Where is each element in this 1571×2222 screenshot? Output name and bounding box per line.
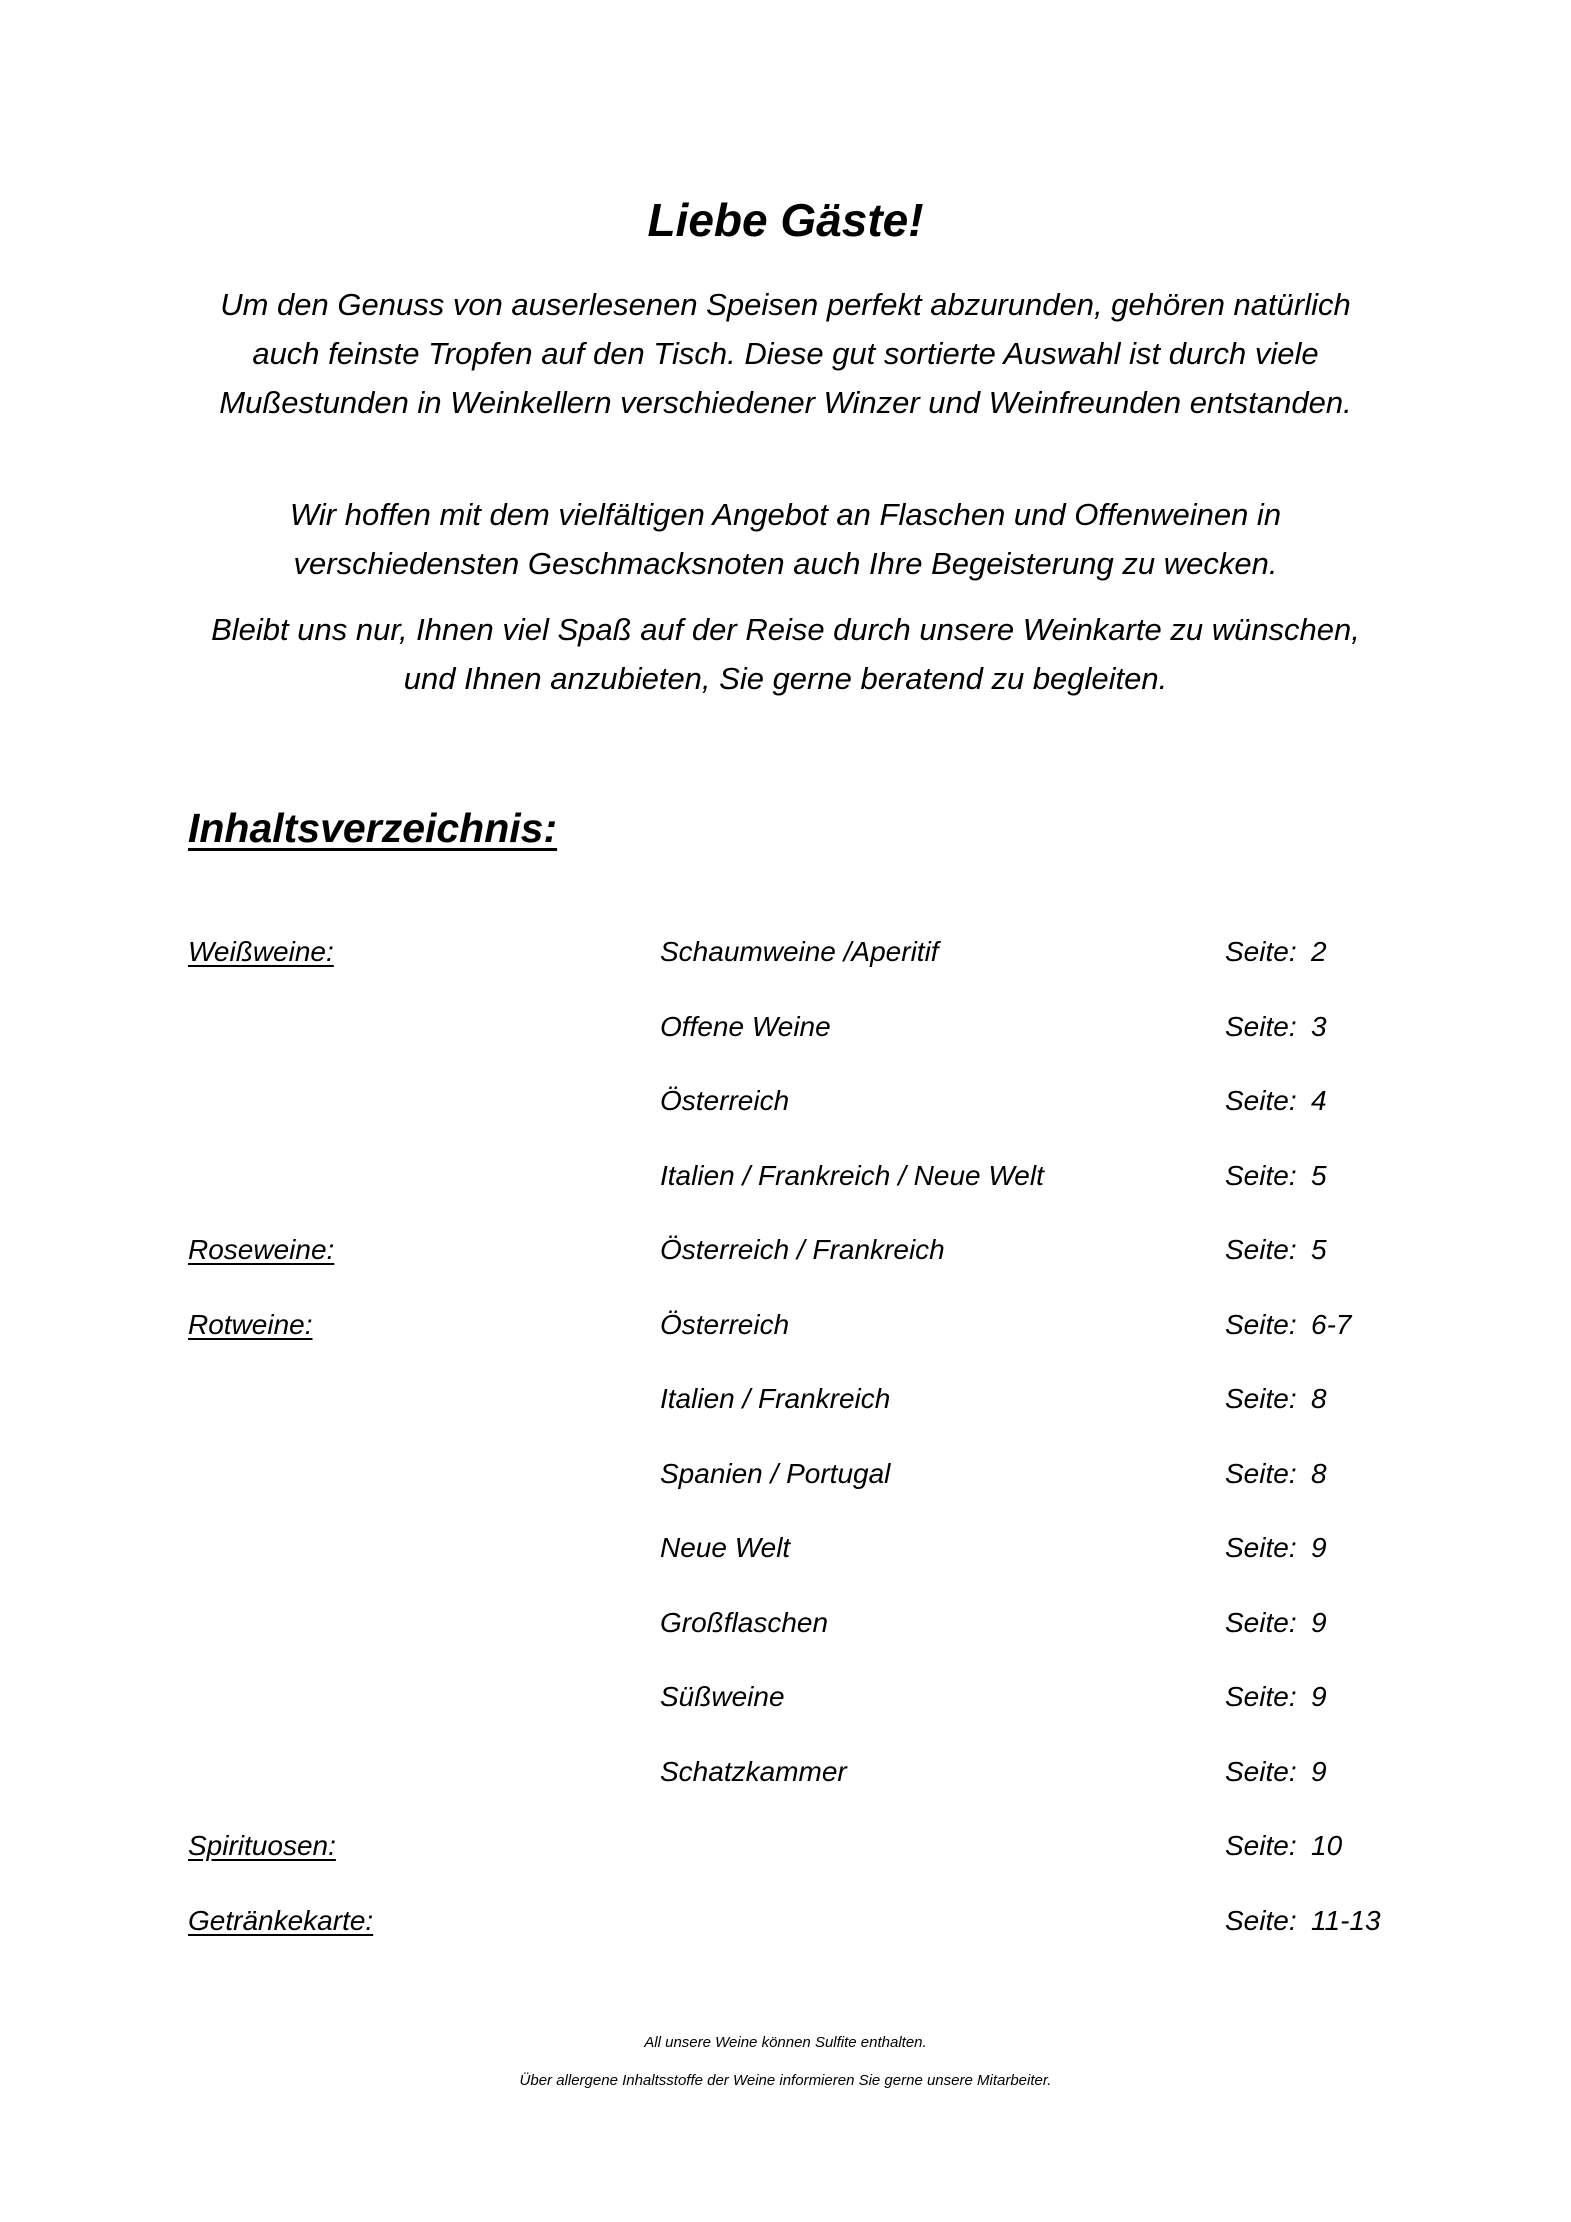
toc-region: Italien / Frankreich xyxy=(660,1383,891,1414)
toc-seite-label: Seite: xyxy=(1225,1308,1297,1340)
toc-category: Weißweine: xyxy=(188,936,334,967)
toc-category: Roseweine: xyxy=(188,1234,335,1265)
toc-heading: Inhaltsverzeichnis: xyxy=(188,805,558,851)
toc-seite-label: Seite: xyxy=(1225,1830,1297,1861)
toc-seite-label: Seite: xyxy=(1225,1606,1297,1638)
toc-category: Spirituosen: xyxy=(188,1830,336,1861)
toc-seite-label: Seite: xyxy=(1225,1234,1297,1265)
toc-region: Österreich xyxy=(660,1308,790,1340)
toc-category: Getränkekarte: xyxy=(188,1904,374,1936)
toc-seite-label: Seite: xyxy=(1225,1010,1297,1042)
toc-region: Spanien / Portugal xyxy=(660,1457,891,1489)
toc-page-number: 4 xyxy=(1311,1085,1327,1116)
toc-page-number: 9 xyxy=(1311,1532,1327,1563)
toc-row xyxy=(188,1752,1388,1827)
toc-seite-label: Seite: xyxy=(1225,1532,1297,1563)
toc-seite-label: Seite: xyxy=(1225,1085,1297,1116)
toc-region: Schatzkammer xyxy=(660,1755,847,1787)
footer-sulfite-note: All unsere Weine können Sulfite enthalten. xyxy=(644,2034,927,2051)
toc-page-number: 2 xyxy=(1311,936,1327,967)
toc-seite-label: Seite: xyxy=(1225,1383,1297,1414)
toc-page-number: 8 xyxy=(1311,1457,1327,1489)
toc-page-number: 6-7 xyxy=(1311,1308,1352,1340)
toc-row xyxy=(188,1528,1388,1603)
toc-row xyxy=(188,1156,1388,1231)
toc-row xyxy=(188,1379,1388,1454)
toc-region: Italien / Frankreich / Neue Welt xyxy=(660,1159,1044,1191)
toc-row xyxy=(188,1603,1388,1678)
toc-row xyxy=(188,1305,1388,1380)
toc-region: Schaumweine /Aperitif xyxy=(660,936,939,967)
toc-seite-label: Seite: xyxy=(1225,1681,1297,1712)
toc-row xyxy=(188,1901,1388,1976)
table-of-contents xyxy=(188,932,1388,1975)
toc-seite-label: Seite: xyxy=(1225,1159,1297,1191)
toc-row xyxy=(188,1230,1388,1305)
toc-seite-label: Seite: xyxy=(1225,1755,1297,1787)
toc-page-number: 5 xyxy=(1311,1159,1327,1191)
toc-page-number: 9 xyxy=(1311,1681,1327,1712)
toc-row xyxy=(188,1081,1388,1156)
toc-category: Rotweine: xyxy=(188,1308,313,1340)
toc-page-number: 10 xyxy=(1311,1830,1343,1861)
toc-seite-label: Seite: xyxy=(1225,1457,1297,1489)
toc-row xyxy=(188,1454,1388,1529)
page-title: Liebe Gäste! xyxy=(647,194,924,246)
toc-region: Neue Welt xyxy=(660,1532,791,1563)
toc-page-number: 5 xyxy=(1311,1234,1327,1265)
toc-row xyxy=(188,1826,1388,1901)
toc-page-number: 9 xyxy=(1311,1755,1327,1787)
toc-row xyxy=(188,1007,1388,1082)
toc-region: Österreich xyxy=(660,1085,790,1116)
toc-region: Österreich / Frankreich xyxy=(660,1234,945,1265)
toc-page-number: 11-13 xyxy=(1311,1904,1381,1936)
toc-page-number: 9 xyxy=(1311,1606,1327,1638)
intro-paragraph-2: Wir hoffen mit dem vielfältigen Angebot an Flaschen und Offenweinen in verschiedensten Geschmacksnoten auch Ihre Begeisterung zu wecken. xyxy=(289,497,1282,581)
footer-allergen-note: Über allergene Inhaltsstoffe der Weine informieren Sie gerne unsere Mitarbeiter. xyxy=(519,2072,1052,2089)
toc-page-number: 3 xyxy=(1311,1010,1327,1042)
toc-row xyxy=(188,1677,1388,1752)
intro-paragraph-3: Bleibt uns nur, Ihnen viel Spaß auf der Reise durch unsere Weinkarte zu wünschen, und Ihnen anzubieten, Sie gerne beratend zu begleiten. xyxy=(211,612,1360,696)
intro-paragraph-1: Um den Genuss von auserlesenen Speisen perfekt abzurunden, gehören natürlich auch feinste Tropfen auf den Tisch. Diese gut sortierte Auswahl ist durch viele Mußestunden in Weinkellern verschiedener Winzer und Weinfreunden entstanden. xyxy=(219,287,1352,420)
toc-page-number: 8 xyxy=(1311,1383,1327,1414)
toc-region: Großflaschen xyxy=(660,1606,829,1638)
toc-region: Offene Weine xyxy=(660,1010,831,1042)
toc-seite-label: Seite: xyxy=(1225,936,1297,967)
toc-region: Süßweine xyxy=(660,1681,785,1712)
toc-seite-label: Seite: xyxy=(1225,1904,1297,1936)
toc-row xyxy=(188,932,1388,1007)
